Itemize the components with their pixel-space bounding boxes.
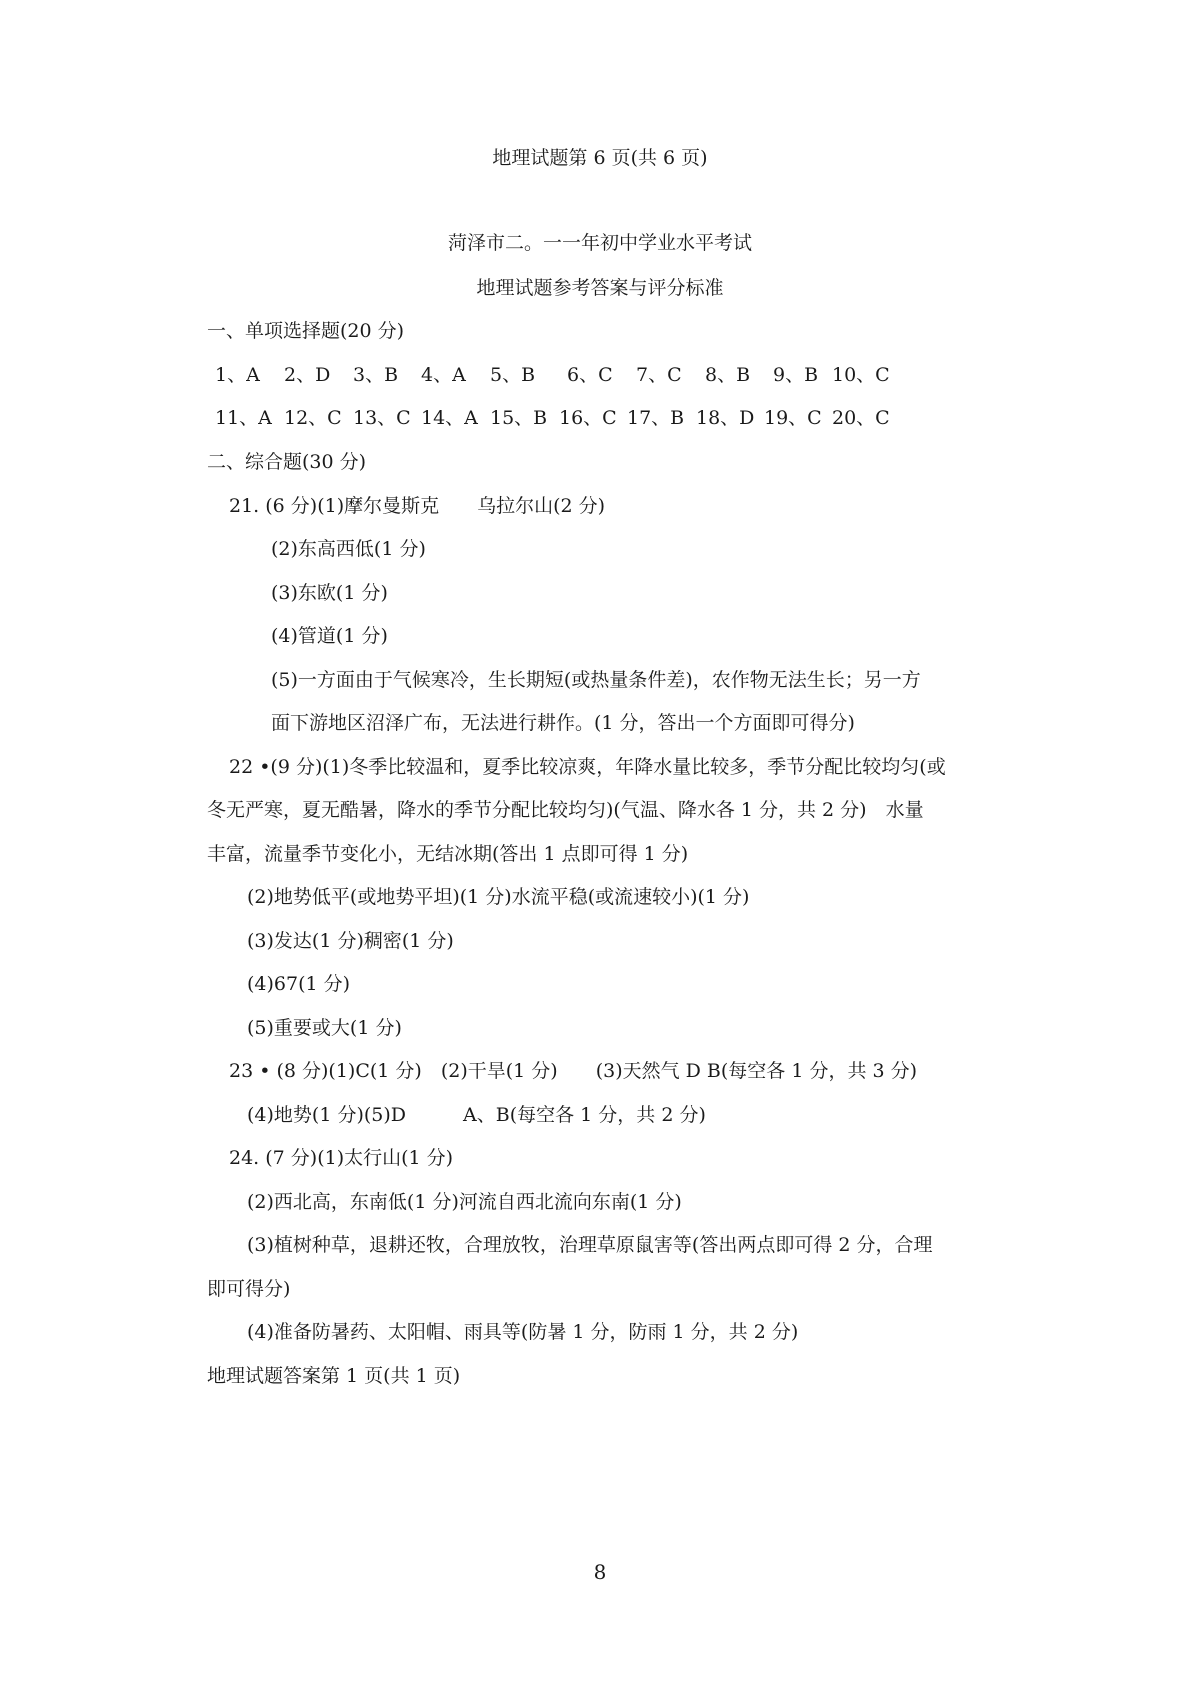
- q21-line-2: (2)东高西低(1 分): [271, 538, 426, 560]
- choice-answer: 14、A: [421, 407, 478, 429]
- choice-answer: 8、B: [705, 364, 751, 386]
- choice-answer: 11、A: [215, 407, 272, 429]
- q24-line-5: (4)准备防暑药、太阳帽、雨具等(防暑 1 分，防雨 1 分，共 2 分): [247, 1321, 799, 1343]
- choice-answers-row-2: [0, 405, 1200, 431]
- q21-line-3: (3)东欧(1 分): [271, 582, 388, 604]
- document-subtitle: 地理试题参考答案与评分标准: [476, 277, 724, 299]
- q24-line-4: 即可得分): [207, 1278, 291, 1300]
- q22-line-3: 丰富，流量季节变化小，无结冰期(答出 1 点即可得 1 分): [207, 843, 689, 865]
- q22-line-1: 22 •(9 分)(1)冬季比较温和，夏季比较凉爽，年降水量比较多，季节分配比较均匀(或: [229, 756, 946, 778]
- q22-line-7: (5)重要或大(1 分): [247, 1017, 402, 1039]
- q22-line-5: (3)发达(1 分)稠密(1 分): [247, 930, 454, 952]
- choice-answer: 19、C: [764, 407, 822, 429]
- q22-line-4: (2)地势低平(或地势平坦)(1 分)水流平稳(或流速较小)(1 分): [247, 886, 750, 908]
- choice-answer: 10、C: [832, 364, 890, 386]
- q24-line-1: 24. (7 分)(1)太行山(1 分): [229, 1147, 454, 1169]
- q24-line-3: (3)植树种草，退耕还牧，合理放牧，治理草原鼠害等(答出两点即可得 2 分，合理: [247, 1234, 933, 1256]
- choice-answer: 3、B: [353, 364, 399, 386]
- choice-answer: 6、C: [567, 364, 613, 386]
- choice-answer: 2、D: [284, 364, 331, 386]
- choice-answer: 4、A: [421, 364, 466, 386]
- choice-answer: 15、B: [490, 407, 548, 429]
- document-title: 菏泽市二。一一年初中学业水平考试: [447, 232, 752, 254]
- choice-answer: 5、B: [490, 364, 536, 386]
- q23-line-1: 23 • (8 分)(1)C(1 分) (2)干旱(1 分) (3)天然气 D B(每空各 1 分，共 3 分): [229, 1060, 918, 1082]
- q21-line-5: (5)一方面由于气候寒冷，生长期短(或热量条件差)，农作物无法生长；另一方: [271, 669, 921, 691]
- choice-answer: 12、C: [284, 407, 342, 429]
- choice-answer: 13、C: [353, 407, 411, 429]
- page-number: 8: [593, 1560, 607, 1584]
- answer-page-footer: 地理试题答案第 1 页(共 1 页): [207, 1365, 461, 1387]
- choice-answer: 18、D: [696, 407, 755, 429]
- choice-answer: 20、C: [832, 407, 890, 429]
- q21-line-4: (4)管道(1 分): [271, 625, 388, 647]
- choice-answer: 7、C: [636, 364, 682, 386]
- section2-heading: 二、综合题(30 分): [207, 451, 367, 473]
- q21-line-6: 面下游地区沼泽广布，无法进行耕作。(1 分，答出一个方面即可得分): [271, 712, 855, 734]
- q24-line-2: (2)西北高，东南低(1 分)河流自西北流向东南(1 分): [247, 1191, 682, 1213]
- choice-answer: 1、A: [215, 364, 260, 386]
- section1-heading: 一、单项选择题(20 分): [207, 320, 405, 342]
- choice-answer: 16、C: [559, 407, 617, 429]
- choice-answer: 17、B: [627, 407, 685, 429]
- q21-line-1: 21. (6 分)(1)摩尔曼斯克 乌拉尔山(2 分): [229, 495, 606, 517]
- choice-answer: 9、B: [773, 364, 819, 386]
- q22-line-2: 冬无严寒，夏无酷暑，降水的季节分配比较均匀)(气温、降水各 1 分，共 2 分) 水量: [207, 799, 924, 821]
- previous-page-footer: 地理试题第 6 页(共 6 页): [492, 147, 708, 169]
- q23-line-2: (4)地势(1 分)(5)D A、B(每空各 1 分，共 2 分): [247, 1104, 706, 1126]
- q22-line-6: (4)67(1 分): [247, 973, 351, 995]
- choice-answers-row-1: [0, 362, 1200, 388]
